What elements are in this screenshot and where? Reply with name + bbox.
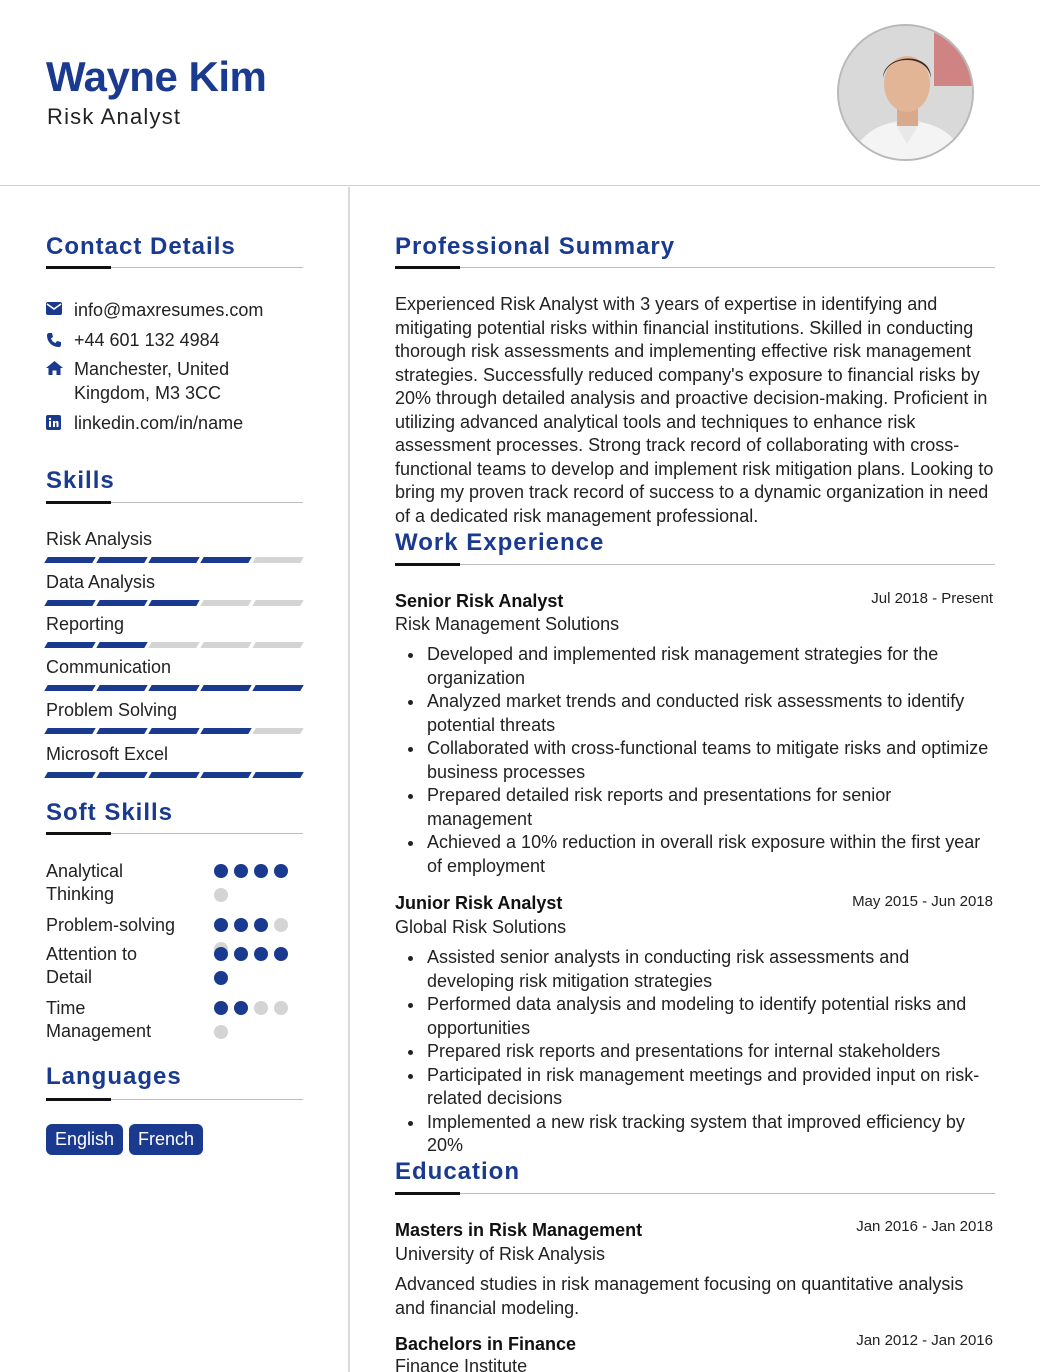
soft-skill-rating	[214, 864, 290, 912]
skill-level-bar	[46, 728, 302, 734]
skill-name: Reporting	[46, 614, 125, 634]
job-bullet: Collaborated with cross-functional teams to mitigate risks and optimize business processes	[408, 737, 996, 784]
skill-segment-empty	[148, 642, 199, 648]
rating-dot-filled	[234, 864, 248, 878]
rating-dot-filled	[214, 1001, 228, 1015]
contact-linkedin[interactable]	[46, 411, 243, 435]
rating-dot-filled	[274, 864, 288, 878]
languages-heading: Languages	[46, 1063, 182, 1090]
profile-photo-image	[839, 26, 974, 161]
skill-name: Risk Analysis	[46, 529, 153, 549]
profile-photo	[837, 24, 974, 161]
job-bullet: Performed data analysis and modeling to identify potential risks and opportunities	[408, 993, 996, 1040]
summary-text: Experienced Risk Analyst with 3 years of expertise in identifying and mitigating potential risks within financial institutions. Skilled in conducting thorough risk assessments and implementing effective risk management strategies. Successfully reduced company's exposure to financial risks by 20% through detailed analysis and proactive decision-making. Proficient in utilizing advanced analytical tools and techniques to enhance risk assessment processes. Strong track record of collaborating with cross-functional teams to develop and implement risk mitigation plans. Looking to bring my proven track record of success to a dynamic organization in need of a dedicated risk management professional.	[395, 294, 994, 526]
contact-email-text: info@maxresumes.com	[74, 300, 264, 320]
rating-dot-filled	[214, 971, 228, 985]
job-bullet: Assisted senior analysts in conducting risk assessments and developing risk mitigation strategies	[408, 946, 996, 993]
skill-segment-empty	[200, 642, 251, 648]
degree-title: Masters in Risk Management	[395, 1220, 643, 1240]
skill-level-bar	[46, 685, 302, 691]
school-name: University of Risk Analysis	[395, 1244, 606, 1264]
skill-segment-empty	[252, 557, 303, 563]
skill-segment-filled	[200, 685, 251, 691]
skill-level-bar	[46, 557, 302, 563]
work-heading: Work Experience	[395, 529, 605, 556]
job-title: Junior Risk Analyst	[395, 893, 563, 913]
skill-segment-filled	[96, 600, 147, 606]
contact-email[interactable]	[46, 298, 263, 322]
skill-segment-filled	[44, 728, 95, 734]
rating-dot-filled	[254, 864, 268, 878]
contact-phone[interactable]	[46, 328, 220, 352]
candidate-name: Wayne Kim	[46, 53, 267, 100]
contact-rule	[46, 267, 303, 268]
skill-segment-filled	[44, 557, 95, 563]
rating-dot-filled	[214, 947, 228, 961]
skill-name: Data Analysis	[46, 572, 156, 592]
skill-segment-empty	[200, 600, 251, 606]
soft-skill-rating	[214, 1001, 290, 1049]
work-rule	[395, 564, 995, 565]
job-company: Global Risk Solutions	[395, 917, 567, 937]
skill-name: Communication	[46, 657, 172, 677]
contact-phone-text: +44 601 132 4984	[74, 330, 220, 350]
skill-segment-filled	[44, 600, 95, 606]
skill-name: Problem Solving	[46, 700, 178, 720]
job-bullet: Developed and implemented risk management strategies for the organization	[408, 643, 996, 690]
degree-date: Jan 2012 - Jan 2016	[856, 1332, 993, 1349]
contact-address	[46, 357, 296, 405]
skill-segment-empty	[252, 642, 303, 648]
resume-header	[0, 0, 1040, 186]
job-bullet: Analyzed market trends and conducted risk assessments to identify potential threats	[408, 690, 996, 737]
skill-segment-empty	[252, 728, 303, 734]
rating-dot-empty	[274, 918, 288, 932]
job-bullets	[408, 643, 996, 878]
soft-skills-heading: Soft Skills	[46, 799, 174, 826]
rating-dot-filled	[214, 918, 228, 932]
language-pill: French	[129, 1124, 203, 1155]
summary-rule	[395, 267, 995, 268]
skill-segment-filled	[252, 772, 303, 778]
job-bullet: Prepared risk reports and presentations for internal stakeholders	[408, 1040, 996, 1064]
contact-linkedin-text: linkedin.com/in/name	[74, 413, 244, 433]
job-bullet: Participated in risk management meetings and provided input on risk-related decisions	[408, 1064, 996, 1111]
skills-rule	[46, 502, 303, 503]
soft-skill-rating	[214, 947, 290, 995]
home-icon	[46, 357, 74, 405]
skill-segment-filled	[96, 642, 147, 648]
rating-dot-filled	[214, 864, 228, 878]
envelope-icon	[46, 298, 74, 322]
languages-list	[46, 1124, 209, 1155]
rating-dot-filled	[254, 918, 268, 932]
soft-skills-rule	[46, 833, 303, 834]
skill-segment-filled	[148, 685, 199, 691]
degree-title: Bachelors in Finance	[395, 1334, 577, 1354]
candidate-role: Risk Analyst	[47, 104, 182, 129]
soft-skill-name: Analytical Thinking	[46, 861, 124, 904]
phone-icon	[46, 328, 74, 352]
rating-dot-filled	[254, 947, 268, 961]
column-divider	[348, 187, 350, 1372]
language-pill: English	[46, 1124, 123, 1155]
job-bullet: Implemented a new risk tracking system that improved efficiency by 20%	[408, 1111, 996, 1158]
job-date: Jul 2018 - Present	[871, 590, 993, 607]
skill-segment-filled	[200, 728, 251, 734]
skill-segment-filled	[200, 557, 251, 563]
job-date: May 2015 - Jun 2018	[852, 893, 993, 910]
skills-heading: Skills	[46, 467, 115, 494]
job-title: Senior Risk Analyst	[395, 591, 564, 611]
rating-dot-filled	[234, 918, 248, 932]
skill-segment-filled	[148, 557, 199, 563]
school-name: Finance Institute	[395, 1356, 528, 1372]
skill-level-bar	[46, 642, 302, 648]
skill-segment-filled	[96, 557, 147, 563]
skill-segment-filled	[96, 685, 147, 691]
skill-segment-filled	[44, 772, 95, 778]
rating-dot-filled	[234, 947, 248, 961]
skill-name: Microsoft Excel	[46, 744, 169, 764]
skill-segment-filled	[200, 772, 251, 778]
education-rule	[395, 1193, 995, 1194]
rating-dot-empty	[274, 1001, 288, 1015]
skill-level-bar	[46, 600, 302, 606]
rating-dot-filled	[234, 1001, 248, 1015]
languages-rule	[46, 1099, 303, 1100]
linkedin-icon	[46, 411, 74, 435]
summary-heading: Professional Summary	[395, 233, 676, 260]
skill-segment-filled	[44, 642, 95, 648]
skill-segment-filled	[148, 772, 199, 778]
skill-level-bar	[46, 772, 302, 778]
rating-dot-empty	[214, 888, 228, 902]
degree-description: Advanced studies in risk management focusing on quantitative analysis and financial modeling.	[395, 1274, 964, 1318]
skill-segment-empty	[252, 600, 303, 606]
job-bullet: Prepared detailed risk reports and presentations for senior management	[408, 784, 996, 831]
job-company: Risk Management Solutions	[395, 614, 620, 634]
soft-skill-name: Problem-solving	[46, 915, 176, 935]
skill-segment-filled	[148, 600, 199, 606]
degree-date: Jan 2016 - Jan 2018	[856, 1218, 993, 1235]
soft-skill-name: Time Management	[46, 998, 152, 1041]
contact-heading: Contact Details	[46, 233, 236, 260]
soft-skill-name: Attention to Detail	[46, 944, 138, 987]
skill-segment-filled	[148, 728, 199, 734]
job-bullet: Achieved a 10% reduction in overall risk exposure within the first year of employment	[408, 831, 996, 878]
contact-address-text: Manchester, United Kingdom, M3 3CC	[74, 359, 230, 403]
skill-segment-filled	[252, 685, 303, 691]
rating-dot-empty	[254, 1001, 268, 1015]
job-bullets	[408, 946, 996, 1158]
skill-segment-filled	[44, 685, 95, 691]
rating-dot-filled	[274, 947, 288, 961]
skill-segment-filled	[96, 728, 147, 734]
skill-segment-filled	[96, 772, 147, 778]
education-heading: Education	[395, 1158, 521, 1185]
rating-dot-empty	[214, 1025, 228, 1039]
